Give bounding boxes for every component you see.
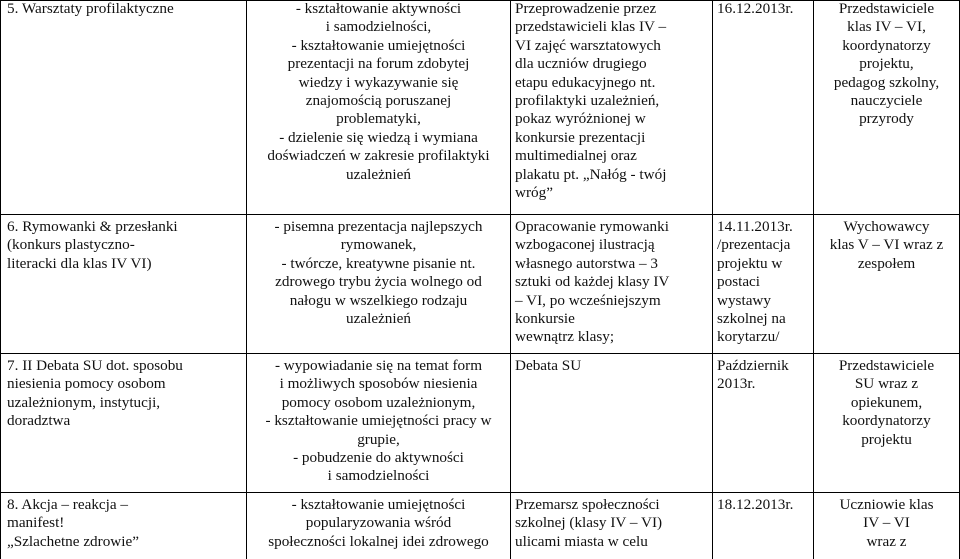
cell-text-line: uzależnień [346, 165, 411, 183]
cell-text-line: wraz z [866, 532, 907, 550]
cell-text-line: sztuki od każdej klasy IV [515, 273, 670, 291]
cell-text-line: przyrody [859, 110, 914, 128]
cell-text-line: własnego autorstwa – 3 [515, 254, 658, 272]
cell-text-line: szkolnej na [717, 310, 786, 328]
goals-cell [247, 0, 510, 214]
cell-text-line: koordynatorzy [842, 412, 931, 430]
cell-text-line: klas IV – VI, [847, 18, 926, 36]
responsible-cell [814, 0, 959, 214]
cell-text-line: manifest! [7, 514, 65, 532]
cell-text-line: nałogu w wszelkiego rodzaju [289, 291, 468, 309]
cell-text-line: Październik [717, 357, 789, 374]
cell-text-line: VI zajęć warsztatowych [515, 36, 661, 54]
cell-text-line: IV – VI [863, 514, 910, 532]
tasks-cell [511, 215, 712, 353]
goals-cell [247, 354, 510, 492]
cell-text-line: Uczniowie klas [839, 496, 934, 513]
cell-text-line: - kształtowanie umiejętności [291, 36, 466, 54]
date-cell [713, 354, 813, 492]
cell-text-line: plakatu pt. „Nałóg - twój [515, 165, 667, 183]
cell-text-line: klas V – VI wraz z [829, 236, 944, 254]
cell-text-line: koordynatorzy [842, 36, 931, 54]
cell-text-line: pokaz wyróżnionej w [515, 110, 646, 128]
cell-text-line: wewnątrz klasy; [515, 328, 615, 346]
activity-name-cell [1, 354, 246, 492]
cell-text-line: 5. Warsztaty profilaktyczne [7, 0, 174, 17]
cell-text-line: (konkurs plastyczno- [7, 236, 135, 254]
cell-text-line: szkolnej (klasy IV – VI) [515, 514, 663, 532]
cell-text-line: przedstawicieli klas IV – [515, 18, 667, 36]
cell-text-line: prezentacji na forum zdobytej [287, 55, 470, 73]
cell-text-line: - pisemna prezentacja najlepszych [274, 218, 483, 235]
cell-text-line: Debata SU [515, 357, 582, 374]
cell-text-line: zespołem [857, 254, 916, 272]
cell-text-line: doświadczeń w zakresie profilaktyki [267, 147, 490, 165]
cell-text-line: ulicami miasta w celu [515, 532, 648, 550]
cell-text-line: wystawy [717, 291, 771, 309]
cell-text-line: projektu w [717, 254, 783, 272]
cell-text-line: popularyzowania wśród [305, 514, 452, 532]
cell-text-line: - kształtowanie umiejętności [291, 496, 466, 513]
cell-text-line: nauczyciele [850, 92, 923, 110]
cell-text-line: - kształtowanie umiejętności pracy w [265, 412, 492, 430]
cell-text-line: 8. Akcja – reakcja – [7, 496, 129, 513]
cell-text-line: zdrowego trybu życia wolnego od [275, 273, 482, 291]
cell-text-line: i samodzielności [327, 467, 430, 485]
cell-text-line: konkursie prezentacji [515, 128, 646, 146]
cell-text-line: 6. Rymowanki & przesłanki [7, 218, 178, 235]
date-cell [713, 493, 813, 559]
cell-text-line: uzależnień [346, 310, 411, 328]
cell-text-line: pedagog szkolny, [833, 73, 940, 91]
tasks-cell [511, 354, 712, 492]
tasks-cell [511, 0, 712, 214]
cell-text-line: - dzielenie się wiedzą i wymiana [279, 128, 478, 146]
cell-text-line: problematyki, [336, 110, 421, 128]
cell-text-line: wiedzy i wykazywanie się [298, 73, 459, 91]
activity-name-cell [1, 493, 246, 559]
cell-text-line: 16.12.2013r. [717, 0, 794, 17]
cell-text-line: uzależnionym, instytucji, [7, 393, 161, 411]
cell-text-line: wzbogaconej ilustracją [515, 236, 655, 254]
cell-text-line: SU wraz z [854, 375, 919, 393]
cell-text-line: Przedstawiciele [838, 357, 935, 374]
cell-text-line: - kształtowanie aktywności [295, 0, 462, 17]
responsible-cell [814, 493, 959, 559]
activity-name-cell [1, 0, 246, 214]
cell-text-line: 14.11.2013r. [717, 218, 793, 235]
responsible-cell [814, 354, 959, 492]
cell-text-line: profilaktyki uzależnień, [515, 92, 660, 110]
cell-text-line: - wypowiadanie się na temat form [274, 357, 483, 374]
cell-text-line: postaci [717, 273, 761, 291]
cell-text-line: projektu, [859, 55, 914, 73]
activity-name-cell [1, 215, 246, 353]
cell-text-line: społeczności lokalnej idei zdrowego [268, 532, 489, 550]
cell-text-line: doradztwa [7, 412, 71, 430]
cell-text-line: Przedstawiciele [838, 0, 935, 17]
cell-text-line: i możliwych sposobów niesienia [279, 375, 478, 393]
cell-text-line: 18.12.2013r. [717, 496, 794, 513]
cell-text-line: konkursie [515, 310, 575, 328]
cell-text-line: - pobudzenie do aktywności [293, 449, 464, 467]
goals-cell [247, 215, 510, 353]
cell-text-line: Wychowawcy [843, 218, 930, 235]
cell-text-line: etapu edukacyjnego nt. [515, 73, 656, 91]
cell-text-line: – VI, po wcześniejszym [515, 291, 661, 309]
responsible-cell [814, 215, 959, 353]
tasks-cell [511, 493, 712, 559]
cell-text-line: dla uczniów drugiego [515, 55, 647, 73]
cell-text-line: i samodzielności, [325, 18, 432, 36]
cell-text-line: opiekunem, [850, 393, 923, 411]
cell-text-line: „Szlachetne zdrowie” [7, 532, 139, 550]
cell-text-line: znajomością poruszanej [305, 92, 452, 110]
cell-text-line: Przemarsz społeczności [515, 496, 660, 513]
cell-text-line: Przeprowadzenie przez [515, 0, 657, 17]
cell-text-line: literacki dla klas IV VI) [7, 254, 152, 272]
date-cell [713, 215, 813, 353]
cell-text-line: wróg” [515, 184, 553, 202]
cell-text-line: pomocy osobom uzależnionym, [281, 393, 476, 411]
cell-text-line: 7. II Debata SU dot. sposobu [7, 357, 183, 374]
cell-text-line: 2013r. [717, 375, 756, 393]
cell-text-line: projektu [861, 430, 912, 448]
cell-text-line: grupie, [357, 430, 400, 448]
goals-cell [247, 493, 510, 559]
cell-text-line: Opracowanie rymowanki [515, 218, 669, 235]
cell-text-line: korytarzu/ [717, 328, 780, 346]
cell-text-line: multimedialnej oraz [515, 147, 637, 165]
cell-text-line: - twórcze, kreatywne pisanie nt. [281, 254, 476, 272]
cell-text-line: rymowanek, [340, 236, 417, 254]
date-cell [713, 0, 813, 214]
cell-text-line: niesienia pomocy osobom [7, 375, 166, 393]
cell-text-line: /prezentacja [717, 236, 791, 254]
